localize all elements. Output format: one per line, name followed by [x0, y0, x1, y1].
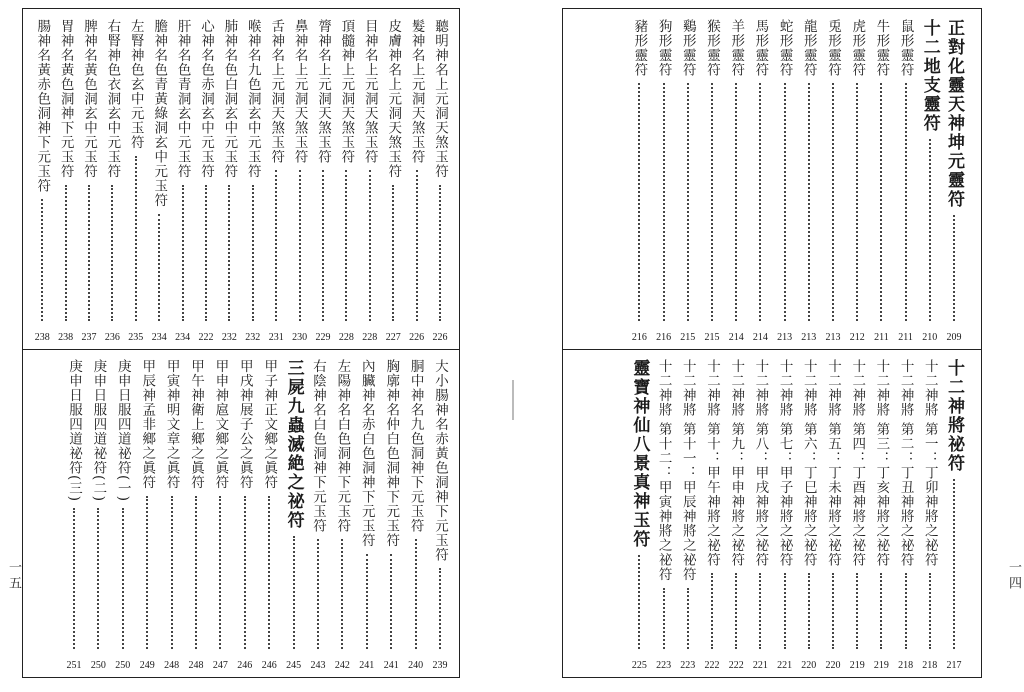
leader-dots — [929, 573, 931, 649]
toc-entry-title: 十二神將 第六：丁巳神將之祕符 — [800, 359, 817, 568]
toc-entry — [63, 355, 85, 671]
toc-entry — [822, 355, 844, 671]
toc-entry-page: 250 — [115, 660, 131, 671]
toc-entry-page: 242 — [334, 660, 350, 671]
toc-entry-page: 228 — [362, 332, 378, 343]
leader-dots — [808, 573, 810, 649]
toc-entry — [628, 355, 650, 671]
leader-dots — [735, 573, 737, 649]
toc-entry-page: 249 — [139, 660, 155, 671]
toc-entry — [312, 15, 334, 343]
leader-dots — [122, 508, 124, 649]
toc-entry-page: 218 — [922, 660, 938, 671]
leader-dots — [663, 588, 665, 649]
toc-entry — [677, 355, 699, 671]
leader-dots — [369, 170, 371, 321]
left-lower-section — [23, 349, 459, 677]
left-upper-section — [23, 9, 459, 350]
toc-entry-title: 十二地支靈符 — [919, 19, 940, 133]
toc-entry — [101, 15, 123, 343]
toc-entry-title: 靈寶神仙八景真神玉符 — [629, 359, 650, 549]
leader-dots — [784, 573, 786, 649]
toc-entry — [380, 355, 402, 671]
toc-entry-title: 甲戌神展子公之眞符 — [236, 359, 253, 490]
toc-entry — [289, 15, 311, 343]
toc-entry-page: 212 — [849, 332, 865, 343]
toc-entry — [798, 355, 820, 671]
toc-entry-title: 虎形靈符 — [849, 19, 866, 77]
toc-entry-title: 大小腸神名赤黃色洞神下元玉符 — [432, 359, 448, 562]
toc-entry — [725, 15, 747, 343]
toc-entry — [919, 15, 941, 343]
toc-entry-title: 鷄形靈符 — [679, 19, 696, 77]
toc-entry — [895, 355, 917, 671]
leader-dots — [322, 170, 324, 321]
toc-entry — [382, 15, 404, 343]
toc-entry-title: 狗形靈符 — [655, 19, 672, 77]
toc-entry-page: 222 — [728, 660, 744, 671]
leader-dots — [953, 215, 955, 321]
toc-entry-title: 十二神將 第九：甲申神將之祕符 — [728, 359, 745, 568]
toc-entry — [701, 355, 723, 671]
leader-dots — [856, 83, 858, 321]
right-page-number: 一四 — [1006, 560, 1021, 592]
toc-entry-page: 211 — [898, 332, 913, 343]
toc-entry-page: 222 — [704, 660, 720, 671]
toc-entry-page: 232 — [245, 332, 261, 343]
toc-entry — [405, 355, 427, 671]
toc-entry-title: 羊形靈符 — [728, 19, 745, 77]
toc-entry — [148, 15, 170, 343]
toc-entry — [653, 15, 675, 343]
leader-dots — [135, 156, 137, 322]
leader-dots — [416, 170, 418, 321]
toc-entry-title: 聽明神名上元洞天煞玉符 — [432, 19, 448, 179]
toc-entry-title: 鼻神名上元洞天煞玉符 — [291, 19, 308, 164]
toc-entry-page: 240 — [408, 660, 424, 671]
right-lower-section — [563, 349, 981, 677]
leader-dots — [205, 185, 207, 322]
toc-entry-page: 209 — [946, 332, 962, 343]
toc-entry — [185, 355, 207, 671]
toc-entry-title: 甲申神扈文鄉之眞符 — [212, 359, 229, 490]
toc-entry — [701, 15, 723, 343]
toc-entry-page: 226 — [409, 332, 425, 343]
leader-dots — [171, 496, 173, 650]
toc-entry-page: 211 — [874, 332, 889, 343]
toc-entry-title: 肺神名色白洞玄中元玉符 — [221, 19, 238, 179]
toc-entry-title: 左腎神色玄中元玉符 — [127, 19, 144, 150]
leader-dots — [880, 83, 882, 321]
toc-entry-page: 225 — [631, 660, 647, 671]
toc-entry-page: 248 — [164, 660, 180, 671]
toc-entry-title: 十二神將 第十二：甲寅神將之祕符 — [655, 359, 672, 582]
leader-dots — [293, 536, 295, 649]
toc-entry-title: 猴形靈符 — [704, 19, 720, 77]
toc-entry — [195, 15, 217, 343]
leader-dots — [345, 170, 347, 321]
toc-entry — [87, 355, 109, 671]
toc-entry-page: 241 — [383, 660, 399, 671]
toc-entry — [55, 15, 77, 343]
toc-entry — [112, 355, 134, 671]
leader-dots — [663, 83, 665, 321]
leader-dots — [687, 588, 689, 649]
toc-entry-page: 247 — [212, 660, 228, 671]
toc-entry-page: 217 — [946, 660, 962, 671]
leader-dots — [711, 573, 713, 649]
leader-dots — [439, 185, 441, 322]
toc-entry-page: 215 — [680, 332, 696, 343]
toc-entry — [161, 355, 183, 671]
toc-entry-title: 右腎神色衣洞玄中元玉符 — [104, 19, 121, 179]
toc-entry-page: 218 — [898, 660, 914, 671]
toc-entry-page: 248 — [188, 660, 204, 671]
toc-entry — [429, 355, 451, 671]
toc-entry — [359, 15, 381, 343]
toc-entry-title: 腸神名黃赤色洞神下元玉符 — [34, 19, 51, 193]
toc-entry — [774, 355, 796, 671]
left-page-number: 一五 — [6, 560, 21, 592]
toc-entry-title: 三屍九蟲滅絶之祕符 — [283, 359, 304, 530]
leader-dots — [195, 496, 197, 650]
toc-entry-page: 246 — [261, 660, 277, 671]
toc-entry-page: 226 — [432, 332, 448, 343]
toc-entry-title: 甲寅神明文章之眞符 — [163, 359, 180, 490]
toc-entry-title: 心神名色赤洞玄中元玉符 — [198, 19, 214, 179]
toc-entry-page: 219 — [849, 660, 865, 671]
toc-entry — [234, 355, 256, 671]
toc-entry-title: 目神名上元洞天煞玉符 — [361, 19, 378, 164]
leader-dots — [73, 508, 75, 649]
toc-entry — [258, 355, 280, 671]
leader-dots — [268, 496, 270, 650]
leader-dots — [146, 496, 148, 650]
toc-entry-page: 213 — [777, 332, 793, 343]
leader-dots — [392, 185, 394, 322]
leader-dots — [219, 496, 221, 650]
toc-entry — [209, 355, 231, 671]
toc-entry-title: 蛇形靈符 — [776, 19, 793, 77]
page-gutter — [512, 380, 514, 420]
leader-dots — [929, 139, 931, 321]
toc-entry-title: 十二神將 第一：丁卯神將之祕符 — [921, 359, 938, 568]
toc-entry-title: 肝神名色青洞玄中元玉符 — [174, 19, 191, 179]
leader-dots — [415, 539, 417, 649]
toc-entry-title: 十二神將 第二：丁丑神將之祕符 — [897, 359, 914, 568]
toc-entry-title: 膂神名上元洞天煞玉符 — [315, 19, 331, 164]
leader-dots — [832, 573, 834, 649]
toc-entry-title: 髮神名上元洞天煞玉符 — [408, 19, 425, 164]
toc-entry-title: 十二神將 第七：甲子神將之祕符 — [776, 359, 793, 568]
toc-entry-page: 245 — [286, 660, 302, 671]
toc-entry — [653, 355, 675, 671]
leader-dots — [687, 83, 689, 321]
toc-entry-page: 222 — [198, 332, 214, 343]
toc-entry-page: 234 — [175, 332, 191, 343]
toc-entry — [798, 15, 820, 343]
toc-entry-title: 十二神將 第八：甲戌神將之祕符 — [752, 359, 769, 568]
toc-entry — [78, 15, 100, 343]
toc-entry-page: 223 — [680, 660, 696, 671]
left-page — [22, 8, 460, 678]
toc-entry-title: 牛形靈符 — [873, 19, 890, 77]
toc-entry — [125, 15, 147, 343]
toc-entry-page: 234 — [151, 332, 167, 343]
toc-entry-page: 243 — [310, 660, 326, 671]
toc-entry-title: 脾神名黃色洞玄中元玉符 — [81, 19, 97, 179]
toc-entry-title: 馬形靈符 — [752, 19, 769, 77]
toc-entry-page: 237 — [81, 332, 97, 343]
leader-dots — [905, 573, 907, 649]
toc-entry-page: 221 — [752, 660, 768, 671]
toc-entry-page: 246 — [237, 660, 253, 671]
toc-entry-title: 十二神將 第四：丁酉神將之祕符 — [849, 359, 866, 568]
toc-entry-title: 膽神名色青黃綠洞玄中元玉符 — [151, 19, 168, 208]
toc-entry — [846, 355, 868, 671]
leader-dots — [317, 539, 319, 649]
toc-entry — [943, 355, 965, 671]
toc-entry-title: 左陽神名白色洞神下元玉符 — [334, 359, 351, 533]
leader-dots — [953, 479, 955, 649]
leader-dots — [735, 83, 737, 321]
leader-dots — [759, 83, 761, 321]
toc-entry-page: 238 — [58, 332, 74, 343]
toc-entry-title: 十二神將 第三：丁亥神將之祕符 — [873, 359, 890, 568]
toc-entry-page: 214 — [752, 332, 768, 343]
toc-entry-title: 豬形靈符 — [631, 19, 648, 77]
leader-dots — [832, 83, 834, 321]
leader-dots — [638, 83, 640, 321]
leader-dots — [366, 554, 368, 650]
toc-entry-page: 230 — [292, 332, 308, 343]
toc-entry-title: 兎形靈符 — [825, 19, 841, 77]
toc-entry-title: 甲午神衛上鄉之眞符 — [188, 359, 204, 490]
toc-entry — [628, 15, 650, 343]
toc-entry — [172, 15, 194, 343]
leader-dots — [88, 185, 90, 322]
leader-dots — [638, 555, 640, 649]
leader-dots — [252, 185, 254, 322]
toc-entry — [749, 15, 771, 343]
leader-dots — [439, 568, 441, 649]
leader-dots — [182, 185, 184, 322]
toc-entry-title: 舌神名上元洞天煞玉符 — [268, 19, 285, 164]
leader-dots — [856, 573, 858, 649]
toc-entry — [31, 15, 53, 343]
toc-entry — [356, 355, 378, 671]
toc-entry — [870, 355, 892, 671]
toc-entry — [307, 355, 329, 671]
toc-entry-title: 胸廓神名仲白色洞神下元玉符 — [383, 359, 400, 548]
right-page — [562, 8, 982, 678]
toc-entry-title: 十二神將 第十一：甲辰神將之祕符 — [679, 359, 696, 582]
toc-entry — [749, 355, 771, 671]
leader-dots — [65, 185, 67, 322]
toc-entry-title: 甲子神正文鄉之眞符 — [261, 359, 278, 490]
leader-dots — [228, 185, 230, 322]
toc-entry-page: 231 — [268, 332, 284, 343]
toc-entry-title: 內臟神名赤白色洞神下元玉符 — [358, 359, 375, 548]
toc-entry-title: 右陰神名白色洞神下元玉符 — [310, 359, 326, 533]
toc-entry-title: 十二神將祕符 — [944, 359, 964, 473]
leader-dots — [111, 185, 113, 322]
toc-entry-title: 十二神將 第十：甲午神將之祕符 — [704, 359, 720, 568]
toc-entry-page: 214 — [728, 332, 744, 343]
toc-entry-page: 219 — [873, 660, 889, 671]
leader-dots — [41, 199, 43, 321]
right-upper-section — [563, 9, 981, 350]
toc-entry-page: 228 — [338, 332, 354, 343]
toc-entry-page: 236 — [104, 332, 120, 343]
toc-entry-page: 227 — [385, 332, 401, 343]
toc-entry-page: 250 — [90, 660, 106, 671]
toc-entry — [218, 15, 240, 343]
leader-dots — [759, 573, 761, 649]
toc-entry-page: 241 — [359, 660, 375, 671]
toc-entry-title: 龍形靈符 — [800, 19, 817, 77]
toc-entry — [846, 15, 868, 343]
leader-dots — [244, 496, 246, 650]
leader-dots — [275, 170, 277, 321]
toc-entry-title: 庚申日服四道祕符(二) — [90, 359, 107, 503]
toc-entry-page: 215 — [704, 332, 720, 343]
toc-entry — [136, 355, 158, 671]
toc-entry-page: 223 — [656, 660, 672, 671]
toc-entry — [870, 15, 892, 343]
toc-entry-page: 232 — [221, 332, 237, 343]
toc-entry — [331, 355, 353, 671]
toc-entry — [265, 15, 287, 343]
toc-entry — [242, 15, 264, 343]
toc-entry-title: 鼠形靈符 — [897, 19, 914, 77]
toc-entry-title: 喉神名九色洞玄中元玉符 — [244, 19, 261, 179]
leader-dots — [880, 573, 882, 649]
toc-entry-page: 229 — [315, 332, 331, 343]
toc-entry — [429, 15, 451, 343]
toc-entry-title: 甲辰神孟非鄉之眞符 — [139, 359, 156, 490]
toc-entry-page: 220 — [801, 660, 817, 671]
toc-entry — [943, 15, 965, 343]
toc-entry-page: 220 — [825, 660, 841, 671]
toc-entry-page: 213 — [825, 332, 841, 343]
toc-entry — [406, 15, 428, 343]
toc-entry — [774, 15, 796, 343]
toc-entry-page: 221 — [777, 660, 793, 671]
toc-entry-title: 庚申日服四道祕符(一) — [114, 359, 131, 503]
toc-entry-title: 頂髓神上元洞天煞玉符 — [338, 19, 355, 164]
leader-dots — [784, 83, 786, 321]
toc-entry — [335, 15, 357, 343]
toc-entry-page: 216 — [656, 332, 672, 343]
toc-entry-page: 238 — [34, 332, 50, 343]
toc-entry-title: 胴中神名九色洞神下元玉符 — [407, 359, 424, 533]
toc-entry — [895, 15, 917, 343]
leader-dots — [158, 214, 160, 322]
toc-entry-title: 十二神將 第五：丁未神將之祕符 — [825, 359, 841, 568]
leader-dots — [905, 83, 907, 321]
toc-entry-title: 皮膚神名上元洞天煞玉符 — [385, 19, 402, 179]
toc-entry-page: 251 — [66, 660, 82, 671]
toc-entry-page: 213 — [801, 332, 817, 343]
toc-entry — [822, 15, 844, 343]
toc-entry-page: 216 — [631, 332, 647, 343]
toc-entry — [919, 355, 941, 671]
toc-entry-page: 235 — [128, 332, 144, 343]
toc-entry-title: 胃神名黃色洞神下元玉符 — [57, 19, 74, 179]
toc-entry-page: 239 — [432, 660, 448, 671]
leader-dots — [390, 554, 392, 650]
toc-entry — [725, 355, 747, 671]
leader-dots — [341, 539, 343, 649]
toc-entry — [677, 15, 699, 343]
leader-dots — [299, 170, 301, 321]
leader-dots — [808, 83, 810, 321]
leader-dots — [711, 83, 713, 321]
leader-dots — [97, 508, 99, 649]
toc-entry-title: 正對化靈天神坤元靈符 — [944, 19, 964, 209]
toc-entry-title: 庚申日服四道祕符(三) — [66, 359, 82, 503]
toc-entry-page: 210 — [922, 332, 938, 343]
toc-entry — [283, 355, 305, 671]
